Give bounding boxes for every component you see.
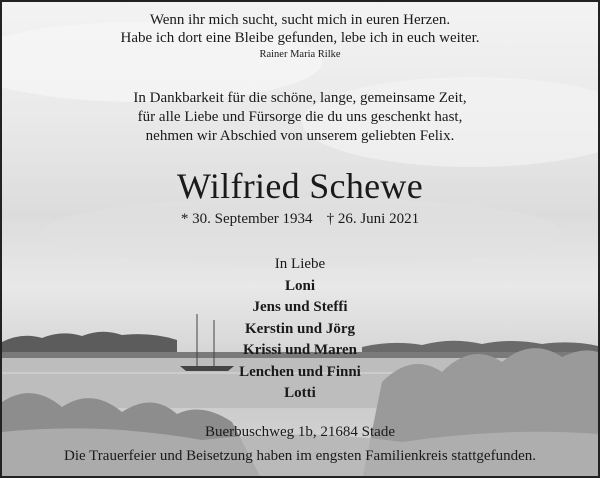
mourners-block xyxy=(2,254,598,405)
mourner-name: Loni xyxy=(284,277,315,294)
dedication-block xyxy=(2,89,598,146)
dedication-line: für alle Liebe und Fürsorge die du uns geschenkt hast, xyxy=(137,109,463,125)
dedication-line: nehmen wir Abschied von unserem geliebten Felix. xyxy=(145,128,455,144)
poem-author: Rainer Maria Rilke xyxy=(259,49,341,60)
funeral-note: Die Trauerfeier und Beisetzung haben im engsten Familienkreis stattgefunden. xyxy=(64,448,536,464)
life-dates xyxy=(2,209,598,229)
mourner-name: Krissi und Maren xyxy=(243,342,357,358)
mourner-name: Lenchen und Finni xyxy=(239,363,361,380)
poem-line: Habe ich dort eine Bleibe gefunden, lebe ich in euch weiter. xyxy=(120,30,480,46)
poem-block xyxy=(2,11,598,62)
death-date: † 26. Juni 2021 xyxy=(326,211,420,227)
poem-line: Wenn ihr mich sucht, sucht mich in euren Herzen. xyxy=(149,12,451,28)
deceased-name: Wilfried Schewe xyxy=(177,166,423,206)
mourners-intro: In Liebe xyxy=(274,256,326,272)
birth-date: * 30. September 1934 xyxy=(180,211,313,227)
mourner-name: Kerstin und Jörg xyxy=(244,320,355,337)
dedication-line: In Dankbarkeit für die schöne, lange, gemeinsame Zeit, xyxy=(133,90,467,106)
mourner-name: Lotti xyxy=(284,385,316,401)
mourner-name: Jens und Steffi xyxy=(252,299,348,315)
address: Buerbuschweg 1b, 21684 Stade xyxy=(205,424,395,440)
landscape-background xyxy=(2,2,598,476)
